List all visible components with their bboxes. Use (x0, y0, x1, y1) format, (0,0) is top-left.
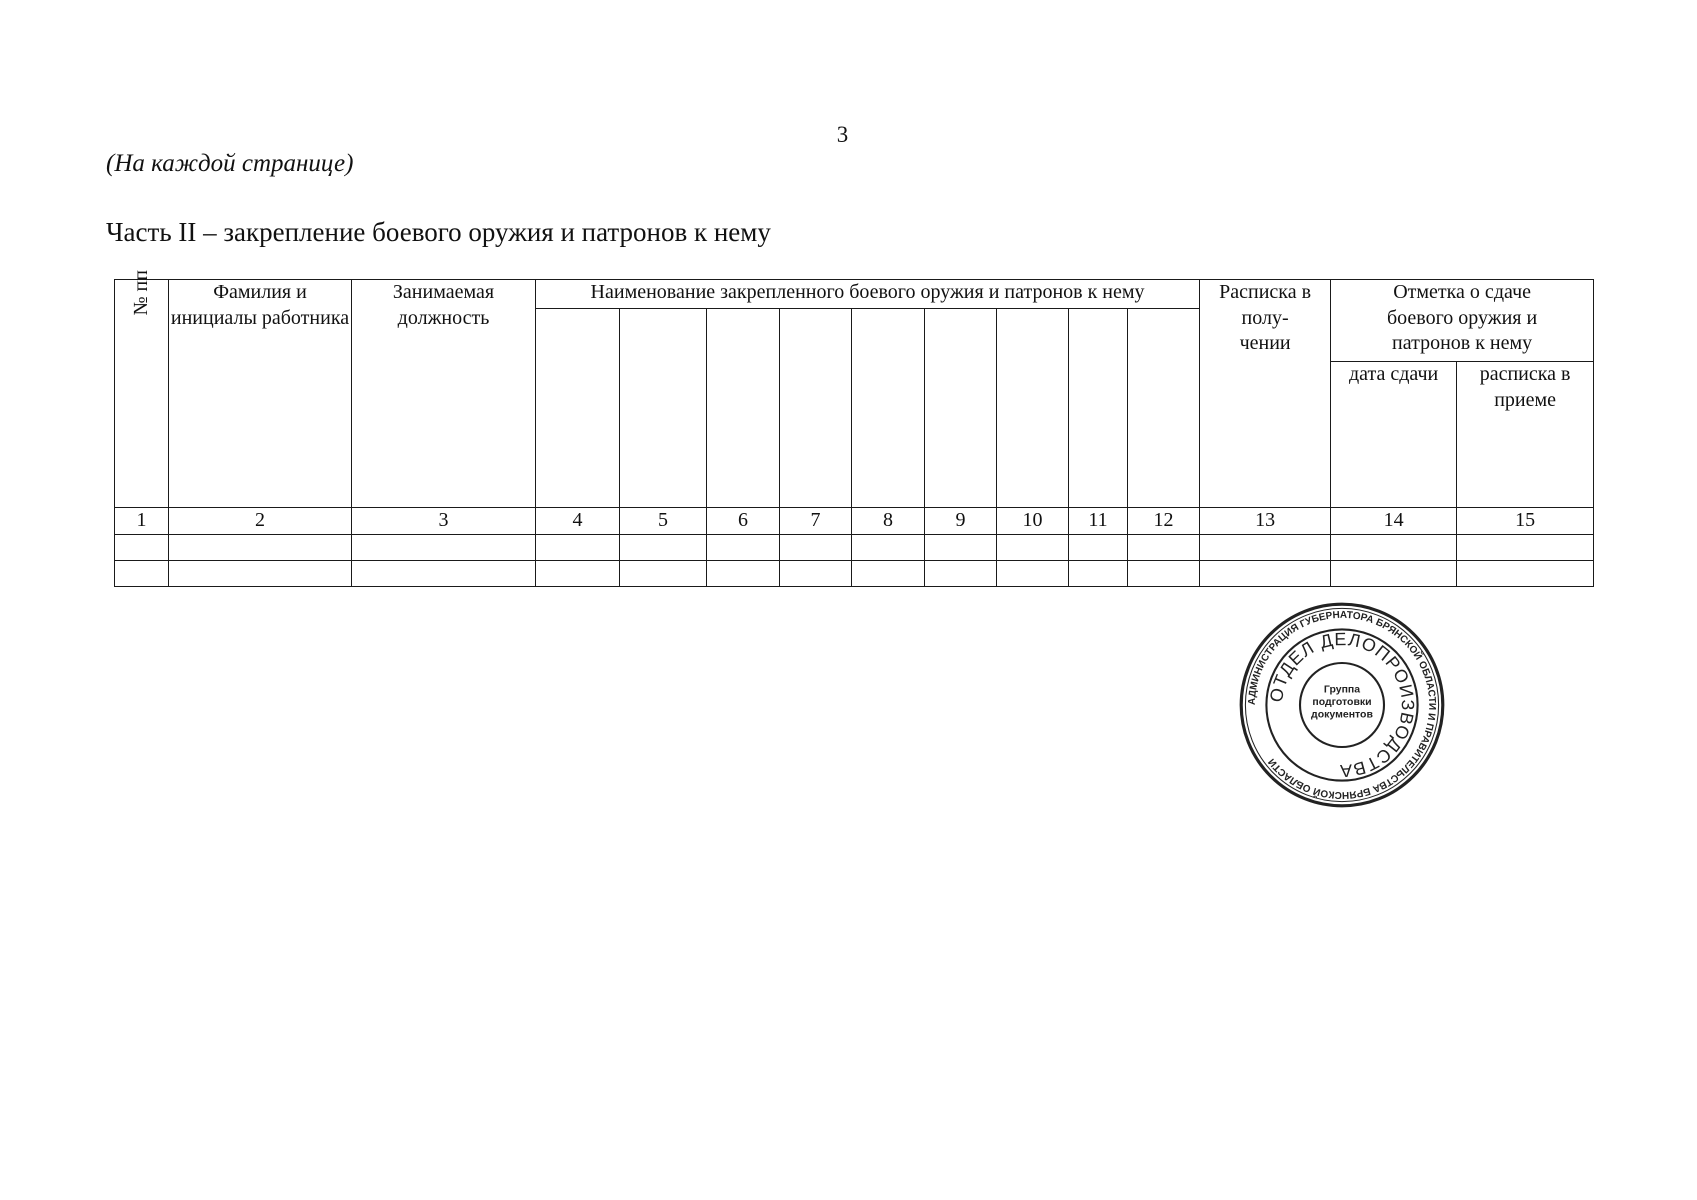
column-number-cell: 7 (780, 508, 852, 535)
table-cell (925, 535, 997, 561)
table-cell (1128, 535, 1200, 561)
table-cell (1457, 535, 1594, 561)
table-cell (1069, 561, 1128, 587)
column-number-cell: 6 (707, 508, 780, 535)
weapon-col-blank (780, 309, 852, 508)
header-position: Занимаемая должность (352, 280, 536, 508)
document-title: Часть II – закрепление боевого оружия и патронов к нему (106, 217, 771, 247)
table-cell (852, 535, 925, 561)
column-number-cell: 1 (115, 508, 169, 535)
table-row (115, 561, 1594, 587)
seal-inner-text: ОТДЕЛ ДЕЛОПРОИЗВОДСТВА (1265, 629, 1418, 782)
seal-center-text: Группа подготовки документов (1311, 684, 1373, 721)
header-return-receipt: расписка в приеме (1457, 362, 1594, 508)
column-number-cell: 9 (925, 508, 997, 535)
page-note: (На каждой странице) (106, 150, 354, 177)
page-number: 3 (836, 122, 849, 147)
header-return-date: дата сдачи (1331, 362, 1457, 508)
weapon-col-blank (1128, 309, 1200, 508)
column-number-cell: 10 (997, 508, 1069, 535)
table-cell (536, 561, 620, 587)
weapon-col-blank (997, 309, 1069, 508)
table-cell (925, 561, 997, 587)
table-cell (620, 535, 707, 561)
header-receipt: Расписка в полу- чении (1200, 280, 1331, 508)
table-cell (852, 561, 925, 587)
table-cell (352, 535, 536, 561)
table-cell (707, 535, 780, 561)
table-cell (115, 535, 169, 561)
header-number: № пп (129, 270, 152, 316)
header-number-cell (115, 270, 169, 508)
table-cell (780, 535, 852, 561)
column-number-cell: 13 (1200, 508, 1331, 535)
column-number-cell: 3 (352, 508, 536, 535)
weapon-col-blank (1069, 309, 1128, 508)
header-name: Фамилия и инициалы работника (169, 280, 352, 508)
column-number-cell: 8 (852, 508, 925, 535)
column-number-cell: 5 (620, 508, 707, 535)
column-number-cell: 14 (1331, 508, 1457, 535)
table-cell (997, 561, 1069, 587)
weapons-table (114, 270, 1594, 587)
column-number-cell: 12 (1128, 508, 1200, 535)
table-cell (1069, 535, 1128, 561)
table-cell (1128, 561, 1200, 587)
table-cell (707, 561, 780, 587)
header-return-group: Отметка о сдаче боевого оружия и патронов к нему (1331, 280, 1594, 362)
weapon-col-blank (707, 309, 780, 508)
table-cell (115, 561, 169, 587)
header-weapons-group: Наименование закрепленного боевого оружия и патронов к нему (536, 280, 1200, 309)
table-header-row (115, 280, 1594, 309)
table-cell (169, 535, 352, 561)
table-cell (780, 561, 852, 587)
weapon-col-blank (925, 309, 997, 508)
table-cell (1457, 561, 1594, 587)
table-cell (352, 561, 536, 587)
table-cell (620, 561, 707, 587)
official-seal (1237, 600, 1447, 810)
column-numbers-row (115, 508, 1594, 535)
table-cell (997, 535, 1069, 561)
table-cell (1200, 535, 1331, 561)
weapon-col-blank (852, 309, 925, 508)
table-cell (1331, 535, 1457, 561)
table-cell (1331, 561, 1457, 587)
column-number-cell: 15 (1457, 508, 1594, 535)
weapon-col-blank (620, 309, 707, 508)
column-number-cell: 2 (169, 508, 352, 535)
table-cell (536, 535, 620, 561)
table-cell (169, 561, 352, 587)
column-number-cell: 11 (1069, 508, 1128, 535)
table-row (115, 535, 1594, 561)
table-cell (1200, 561, 1331, 587)
column-number-cell: 4 (536, 508, 620, 535)
weapon-col-blank (536, 309, 620, 508)
seal-outer-text: АДМИНИСТРАЦИЯ ГУБЕРНАТОРА БРЯНСКОЙ ОБЛАСТИ И ПРАВИТЕЛЬСТВА БРЯНСКОЙ ОБЛАСТИ (1246, 609, 1438, 801)
